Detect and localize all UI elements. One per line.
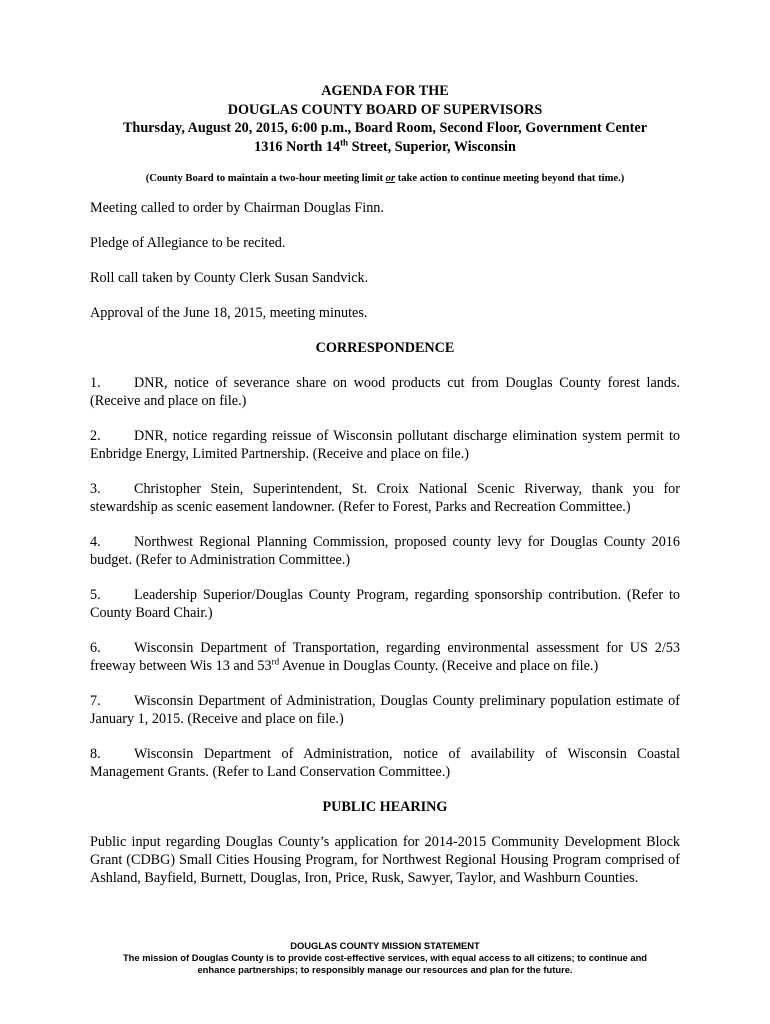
correspondence-item: 4. Northwest Regional Planning Commission, proposed county levy for Douglas County 2016 budget. (Refer to Administration Committee.) <box>90 534 680 568</box>
correspondence-item: 3. Christopher Stein, Superintendent, St. Croix National Scenic Riverway, thank you for stewardship as scenic easement landowner. (Refer to Forest, Parks and Recreation Committee.) <box>90 481 680 515</box>
approval-minutes: Approval of the June 18, 2015, meeting minutes. <box>90 305 368 321</box>
roll-call: Roll call taken by County Clerk Susan Sandvick. <box>90 270 369 286</box>
pledge: Pledge of Allegiance to be recited. <box>90 235 286 251</box>
public-hearing-text: Public input regarding Douglas County’s application for 2014-2015 Community Development Block Grant (CDBG) Small Cities Housing Program, for Northwest Regional Housing Program comprised of Ashland, Bayfield, Burnett, Douglas, Iron, Price, Rusk, Sawyer, Taylor, and Washburn Counties. <box>90 834 680 886</box>
mission-line-1: The mission of Douglas County is to provide cost-effective services, with equal access to all citizens; to continue and <box>122 952 648 963</box>
agenda-page <box>90 0 680 887</box>
mission-statement <box>90 940 680 976</box>
correspondence-item: 1. DNR, notice of severance share on wood products cut from Douglas County forest lands. (Receive and place on file.) <box>90 375 680 409</box>
header-line-3: Thursday, August 20, 2015, 6:00 p.m., Board Room, Second Floor, Government Center <box>122 120 648 136</box>
correspondence-item: 6. Wisconsin Department of Transportation, regarding environmental assessment for US 2/53 freeway between Wis 13 and 53rd Avenue in Douglas County. (Receive and place on file.) <box>90 640 680 674</box>
header-line-2: DOUGLAS COUNTY BOARD OF SUPERVISORS <box>227 101 543 118</box>
correspondence-item: 2. DNR, notice regarding reissue of Wisconsin pollutant discharge elimination system permit to Enbridge Energy, Limited Partnership. (Receive and place on file.) <box>90 428 680 462</box>
header-line-4: 1316 North 14th Street, Superior, Wisconsin <box>254 136 516 155</box>
header-line-1: AGENDA FOR THE <box>321 83 449 99</box>
agenda-header <box>90 82 680 156</box>
correspondence-item: 5. Leadership Superior/Douglas County Program, regarding sponsorship contribution. (Refer to County Board Chair.) <box>90 587 680 621</box>
correspondence-item: 8. Wisconsin Department of Administration, notice of availability of Wisconsin Coastal Management Grants. (Refer to Land Conservation Committee.) <box>90 746 680 780</box>
call-to-order: Meeting called to order by Chairman Douglas Finn. <box>90 200 384 216</box>
correspondence-item: 7. Wisconsin Department of Administration, Douglas County preliminary population estimate of January 1, 2015. (Receive and place on file.) <box>90 693 680 727</box>
meeting-limit-note: (County Board to maintain a two-hour meeting limit or take action to continue meeting beyond that time.) <box>145 173 625 184</box>
public-hearing-heading: PUBLIC HEARING <box>322 799 448 815</box>
correspondence-heading: CORRESPONDENCE <box>315 340 455 356</box>
mission-title: DOUGLAS COUNTY MISSION STATEMENT <box>290 940 480 951</box>
mission-line-2: enhance partnerships; to responsibly manage our resources and plan for the future. <box>197 964 573 975</box>
